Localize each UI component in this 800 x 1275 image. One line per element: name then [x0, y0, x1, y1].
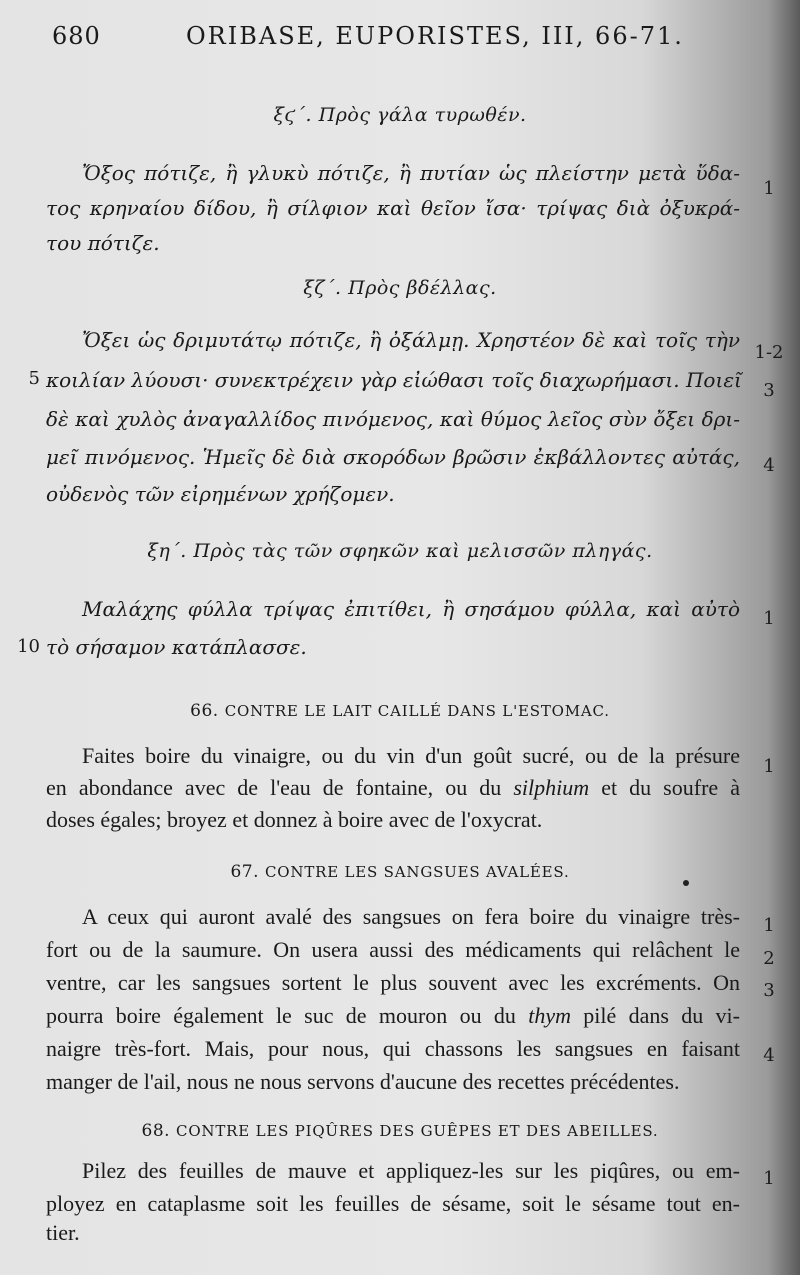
page-header	[0, 22, 800, 62]
french-line: Faites boire du vinaigre, ou du vin d'un goût sucré, ou de la présure	[82, 743, 740, 768]
margin-line-number: 10	[17, 636, 40, 657]
greek-line: Ὄξος πότιζε, ἢ γλυκὺ πότιζε, ἢ πυτίαν ὡς πλείστην μετὰ ὕδα-	[82, 161, 740, 185]
french-line: pourra boire également le suc de mouron ou du thym pilé dans du vi-	[46, 1003, 740, 1028]
margin-ref: 1	[763, 756, 775, 777]
italic-word: silphium	[513, 775, 590, 800]
french-line: ployez en cataplasme soit les feuilles de sésame, soit le sésame tout en-	[46, 1191, 740, 1216]
margin-ref: 3	[763, 980, 775, 1001]
greek-line: τὸ σήσαμον κατάπλασσε.	[46, 635, 307, 659]
french-heading-66	[0, 701, 800, 721]
margin-ref: 4	[763, 455, 775, 476]
greek-line: οὐδενὸς τῶν εἰρημένων χρήζομεν.	[46, 482, 395, 506]
greek-line: δὲ καὶ χυλὸς ἀναγαλλίδος πινόμενος, καὶ θύμος λεῖος σὺν ὄξει δρι-	[46, 407, 740, 431]
greek-heading-66: ξϛ΄. Πρὸς γάλα τυρωθέν.	[273, 104, 527, 126]
margin-ref: 1-2	[754, 342, 784, 363]
greek-line: κοιλίαν λύουσι· συνεκτρέχειν γὰρ εἰώθασι τοῖς διαχωρήμασι. Ποιεῖ	[46, 368, 742, 392]
running-title: ORIBASE, EUPORISTES, III, 66-71.	[186, 22, 684, 50]
french-line: naigre très-fort. Mais, pour nous, qui chassons les sangsues en faisant	[46, 1036, 740, 1061]
greek-line: Ὄξει ὡς δριμυτάτῳ πότιζε, ἢ ὀξάλμῃ. Χρηστέον δὲ καὶ τοῖς τὴν	[82, 328, 740, 352]
greek-line: Μαλάχης φύλλα τρίψας ἐπιτίθει, ἢ σησάμου φύλλα, καὶ αὐτὸ	[82, 597, 740, 621]
french-line: A ceux qui auront avalé des sangsues on fera boire du vinaigre très-	[82, 904, 740, 929]
italic-word: thym	[528, 1003, 571, 1028]
margin-ref: 4	[763, 1045, 775, 1066]
section-number: 68.	[141, 1121, 171, 1141]
page-number: 680	[52, 22, 101, 50]
section-title: CONTRE LES SANGSUES AVALÉES.	[265, 863, 570, 881]
margin-ref: 3	[763, 380, 775, 401]
greek-line: μεῖ πινόμενος. Ἡμεῖς δὲ διὰ σκορόδων βρῶσιν ἐκβάλλοντες αὐτάς,	[46, 445, 740, 469]
section-title: CONTRE LES PIQÛRES DES GUÊPES ET DES ABEILLES.	[176, 1122, 659, 1140]
margin-line-number: 5	[28, 368, 40, 389]
margin-ref: 1	[763, 178, 775, 199]
section-number: 67.	[230, 862, 260, 882]
french-line: Pilez des feuilles de mauve et appliquez-les sur les piqûres, ou em-	[82, 1158, 740, 1183]
greek-heading-67: ξζ΄. Πρὸς βδέλλας.	[303, 277, 497, 299]
french-line: tier.	[46, 1220, 80, 1245]
greek-line: τος κρηναίου δίδου, ἢ σίλφιον καὶ θεῖον ἴσα· τρίψας διὰ ὀξυκρά-	[46, 196, 740, 220]
french-line: fort ou de la saumure. On usera aussi des médicaments qui relâchent le	[46, 937, 740, 962]
margin-ref: 1	[763, 915, 775, 936]
section-number: 66.	[190, 701, 219, 721]
margin-ref: 1	[763, 1168, 775, 1189]
french-heading-68	[0, 1121, 800, 1141]
french-line: manger de l'ail, nous ne nous servons d'aucune des recettes précédentes.	[46, 1069, 680, 1094]
french-heading-67	[0, 862, 800, 882]
french-line: ventre, car les sangsues sortent le plus souvent avec les excréments. On	[46, 970, 740, 995]
greek-line: του πότιζε.	[46, 231, 160, 255]
french-line: en abondance avec de l'eau de fontaine, ou du silphium et du soufre à	[46, 775, 740, 800]
margin-ref: 2	[763, 948, 775, 969]
french-line: doses égales; broyez et donnez à boire avec de l'oxycrat.	[46, 807, 543, 832]
greek-heading-68: ξη΄. Πρὸς τὰς τῶν σφηκῶν καὶ μελισσῶν πληγάς.	[147, 540, 653, 562]
margin-ref: 1	[763, 608, 775, 629]
section-title: CONTRE LE LAIT CAILLÉ DANS L'ESTOMAC.	[224, 702, 610, 720]
ink-speck	[683, 880, 689, 886]
